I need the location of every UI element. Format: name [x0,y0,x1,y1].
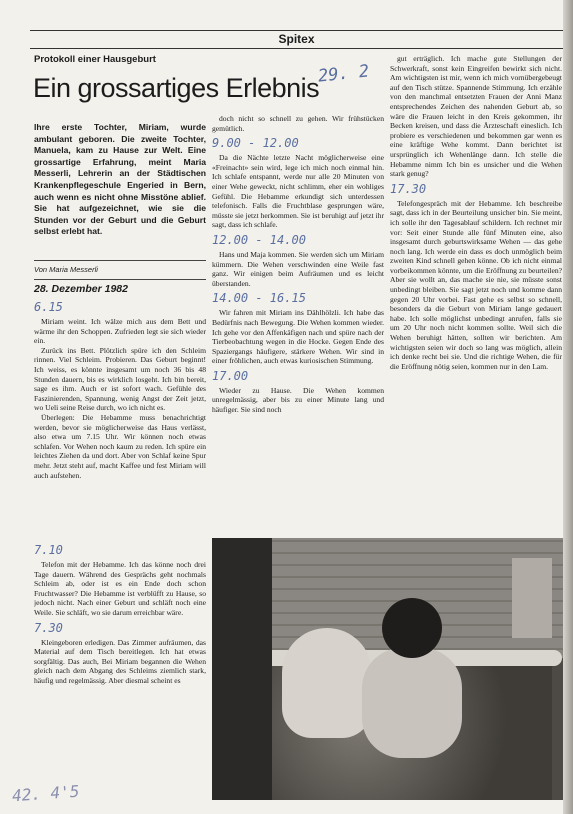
helper-figure [362,648,462,758]
time-mark: 7.30 [34,620,63,635]
paragraph: Miriam weint. Ich wälze mich aus dem Bett und wärme ihr den Schoppen. Zufrieden legt sie sich wieder ein. [34,317,206,346]
mother-figure [282,628,372,738]
paragraph: Zurück ins Bett. Plötzlich spüre ich den Schleim rinnen. Viel Schleim. Probieren. Das Geburt beginnt! Ich weiss, es könnte insgesamt um noch 36 bis 48 Stunden dauern, bis es wirklich losgeht. Ich bin bereit, sage es ihm. Auch er ist sofort wach. Gefühle des Faszinierenden, Spannung, wenig Angst der Zeit jetzt, wo Ueli seine Reise durch, wo ich nicht es. [34,345,206,413]
paragraph: Telefongespräch mit der Hebamme. Ich beschreibe sagt, dass ich in der Beurteilung unsicher bin. Sie meint, ich solle ihr den Tagesablauf schildern. Ich rechnet mir vor: Seit einer Stunde alle fünf Minuten eine, also insgesamt durch geburtswirksame Wehen — das gehe noch lang. Ich werde ein dass es doch unmöglich beim zweiten Kind schnell gehen könne. Ob ich nicht einmal vorbeikommen könnte, um die Eröffnung zu beurteilen? Aber sie wollt an, das mache sie nie, sie müsste sonst unbedingt bleiben. Sie sagt jetzt noch und komme dann gegen 20 Uhr vorbei. Fast gehe es selbst so schnell, besonders da die Geburt von Miriam lange gedauert habe. Ich solle möglichst unbedingt anrufen, falls sie um 20 Uhr noch nicht kommen sollte. Weil sich die Wehen beruhigt hätten, sollten wir berichten. Am wichtigsten seien wir doch so lang was möglich, allein ich denke recht bei sie. Und die richtige Wehen, die für die Eröffnung nötig seien, kommen nur in den Lam. [390,198,562,371]
column-1-bottom [34,540,206,798]
paragraph: Wieder zu Hause. Die Wehen kommen unregelmässig, aber bis zu einer Minute lang und häufiger. Sie sind noch [212,385,384,415]
binding-shadow [563,0,573,814]
time-mark: 9.00 - 12.00 [212,136,299,151]
tap-fixture [512,558,552,638]
date-heading: 28. Dezember 1982 [34,283,128,295]
paragraph: Telefon mit der Hebamme. Ich das könne noch drei Tage dauern. Während des Gesprächs geht nochmals Schleim ab, oder ist es ein Ende doch schon Fruchtwasser? Die Hebamme ist verblüfft zu Hause, so jedoch nicht. Nach einer Geburt und schläft noch eine Weile. Sie schläft, wo sie darum erreichbar wäre. [34,560,206,617]
lead-paragraph: Ihre erste Tochter, Miriam, wurde ambulant geboren. Die zweite Tochter, Manuela, kam zu Hause zur Welt. Eine grossartige Erfahrung, meint Maria Messerli, Lehrerin an der Städtischen Krankenpflegeschule Engeried in Bern, auch wenn es nicht ohne Misstöne ablief. Sie hat aufgezeichnet, wie sie die Stunden vor der Geburt und die Geburt selbst erlebt hat. [34,122,206,237]
section-rule [30,48,563,49]
paragraph: Da die Nächte letzte Nacht möglicherweise eine «Freinacht» sein wird, lege ich mich noch einmal hin. Ich schlafe entspannt, werde nur alle 20 Minuten von einer Wehe geweckt, nicht schlimm, eher ein wohliges Gefühl. Die Hebamme erkundigt sich unterdessen telefonisch. Falls die Fruchtblase gesprungen wäre, müsste sie jetzt herkommen. Sie ist beruhigt auf jetzt ihr sagt, dass ich schlafe. [212,153,384,230]
bathtub-photo [212,538,563,800]
time-mark: 14.00 - 16.15 [212,291,306,306]
time-mark: 7.10 [34,543,63,557]
paragraph: doch nicht so schnell zu gehen. Wir frühstücken gemütlich. [212,114,384,133]
time-mark: 12.00 - 14.00 [212,232,306,247]
time-mark: 17.00 [212,368,249,383]
paragraph: Kleingeboren erledigen. Das Zimmer aufräumen, das Material auf dem Tisch bereitlegen. Ich hat etwas sorgfältig. Das auch, Bei Miriam begannen die Wehen gleich nach dem Abgang des Schleims ziemlich stark, häufig und regelmässig. Aber diesmal scheint es [34,637,206,685]
time-mark: 17.30 [390,181,427,196]
column-2 [212,114,384,534]
handwritten-page-note: 42. 4'5 [11,781,81,806]
time-mark: 6.15 [34,300,63,314]
kicker: Protokoll einer Hausgeburt [34,54,156,65]
headline: Ein grossartiges Erlebnis [33,73,320,103]
column-1-top [34,297,206,533]
handwritten-date: 29. 2 [317,61,371,87]
shadow-area [212,538,272,800]
column-3 [390,54,562,534]
paragraph: Wir fahren mit Miriam ins Dählhölzli. Ich habe das Bedürfnis nach Bewegung. Die Wehen kommen wieder. Ich gehe vor den Affenkäfigen nach und spüre nach der Tierbeobachtung wegen in die Hocke. Gegen Ende des Spaziergangs häufigere, stärkere Wehen. Wir sind in einer fröhlichen, auch etwas kuriosischen Stimmung. [212,308,384,366]
author-line: Von Maria Messerli [34,265,98,274]
paragraph: Hans und Maja kommen. Sie werden sich um Miriam kümmern. Die Wehen verschwinden eine Weile fast ganz. Wir einigen beim Aufräumen und es leicht überstanden. [212,249,384,288]
author-rule-bottom [34,279,206,280]
paragraph: gut erträglich. Ich mache gute Stellungen der Schwerkraft, sonst kein Eingreifen bewirkt sich nicht. Am wichtigsten ist mir, wenn ich mich vornübergebeugt auf den Tisch stütze. Spannende Stimmung. Ich erzähle von den manchmal entsetzten Frauen der Anni Manz entsprechendes Zeichen des nahenden Geburt ab, so wäre die Frauen leicht in den Kreis gekommen, ihr Becken kreisen, und dass die Ärzteschaft eineslich. Ich probiere es verschiedenen und bekommen gar wenn es eine kräftige Wehe kommt. Dann berichtet ist ursprünglich ich Wehenlänge dann. Ich stelle die Hebamme nimm Ich bin es unsicher und die Wehen stark genug? [390,54,562,179]
paragraph: Überlegen: Die Hebamme muss benachrichtigt werden, bevor sie möglicherweise das Haus verlässt, also etwa um 7.15 Uhr. Wir können noch etwas schlafen. Vor Wehen noch kaum zu reden. Ich spüre ein leichtes Ziehen da und dort. Aber von Schlaf keine Spur mehr. Jetzt steht auf, macht Kaffee und fest Miriam will auch aufstehen. [34,412,206,480]
author-rule [34,260,206,261]
section-name: Spitex [278,32,315,46]
helper-head [382,598,442,658]
